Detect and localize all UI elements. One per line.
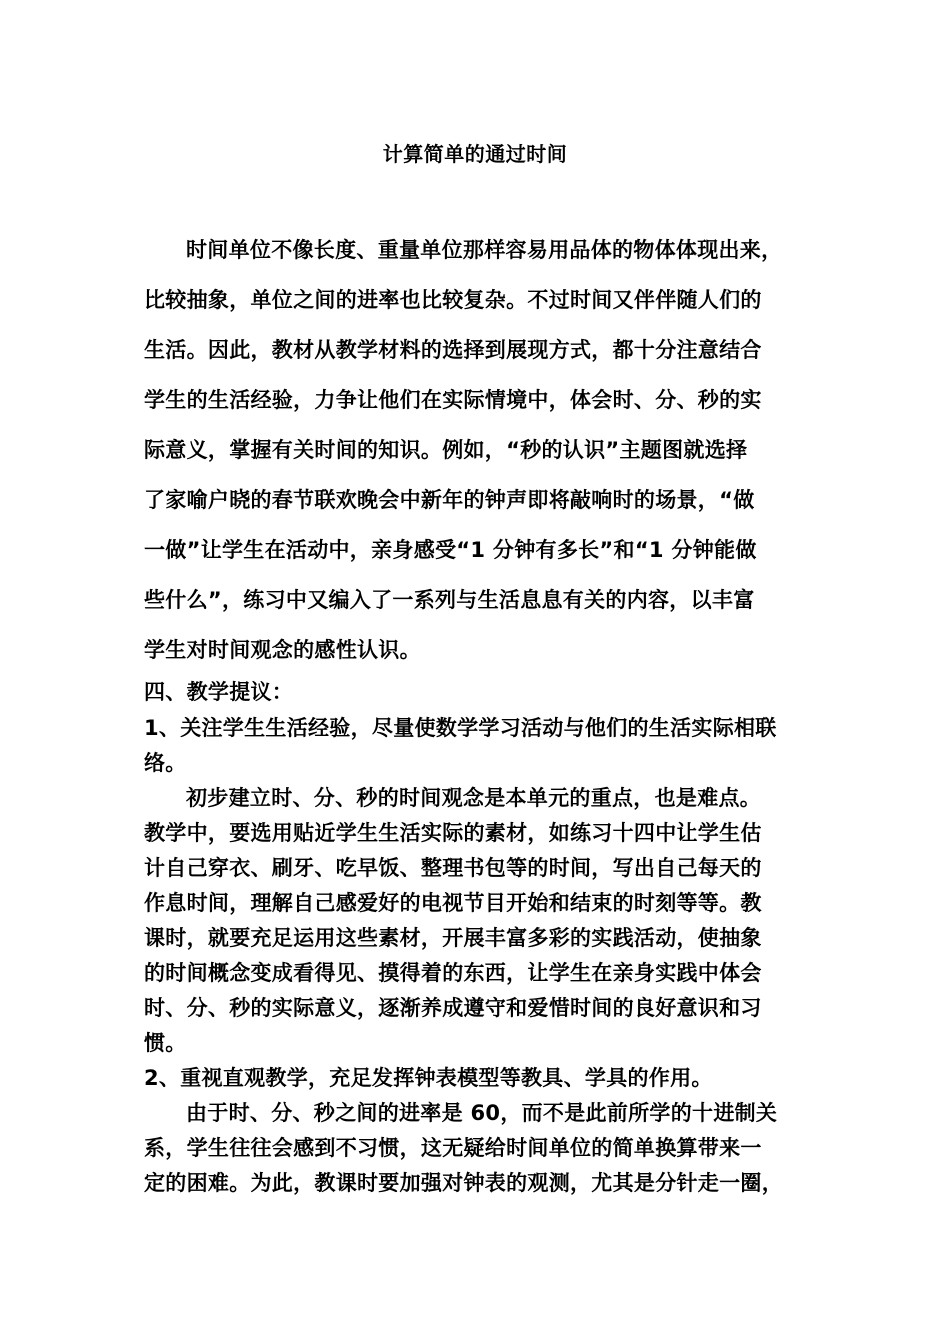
paragraph-1-line: 计自己穿衣、刷牙、吃早饭、整理书包等的时间，写出自己每天的 <box>144 856 762 880</box>
intro-line: 时间单位不像长度、重量单位那样容易用品体的物体体现出来， <box>186 238 783 262</box>
paragraph-1-line: 教学中，要选用贴近学生生活实际的素材，如练习十四中让学生估 <box>144 821 762 845</box>
document-title: 计算简单的通过时间 <box>382 142 568 166</box>
intro-line: 学生对时间观念的感性认识。 <box>144 638 421 662</box>
paragraph-1-line: 时、分、秒的实际意义，逐渐养成遵守和爱惜时间的良好意识和习 <box>144 996 762 1020</box>
intro-line: 际意义，掌握有关时间的知识。例如，“秒的认识”主题图就选择 <box>144 438 748 462</box>
item-2-line: 2、重视直观教学，充足发挥钟表模型等教具、学具的作用。 <box>144 1066 713 1090</box>
paragraph-1-line: 课时，就要充足运用这些素材，开展丰富多彩的实践活动，使抽象 <box>144 926 762 950</box>
item-1-line: 络。 <box>144 751 187 775</box>
paragraph-1-line: 惯。 <box>144 1031 187 1055</box>
intro-line: 了家喻户晓的春节联欢晚会中新年的钟声即将敲响时的场景，“做 <box>144 488 755 512</box>
paragraph-1-line: 初步建立时、分、秒的时间观念是本单元的重点，也是难点。 <box>186 786 762 810</box>
intro-line: 些什么”，练习中又编入了一系列与生活息息有关的内容，以丰富 <box>144 588 755 612</box>
intro-line: 学生的生活经验，力争让他们在实际情境中，体会时、分、秒的实 <box>144 388 762 412</box>
section-heading: 四、教学提议： <box>144 680 294 704</box>
intro-line: 一做”让学生在活动中，亲身感受“1 分钟有多长”和“1 分钟能做 <box>144 538 757 562</box>
intro-line: 生活。因此，教材从教学材料的选择到展现方式，都十分注意结合 <box>144 338 762 362</box>
paragraph-2-line: 定的困难。为此，教课时要加强对钟表的观测，尤其是分针走一圈， <box>144 1171 783 1195</box>
item-1-line: 1、关注学生生活经验，尽量使数学学习活动与他们的生活实际相联 <box>144 716 777 740</box>
paragraph-1-line: 作息时间，理解自己感爱好的电视节目开始和结束的时刻等等。教 <box>144 891 762 915</box>
paragraph-2-line: 系，学生往往会感到不习惯，这无疑给时间单位的简单换算带来一 <box>144 1136 762 1160</box>
paragraph-2-line: 由于时、分、秒之间的进率是 60，而不是此前所学的十进制关 <box>186 1101 778 1125</box>
intro-line: 比较抽象，单位之间的进率也比较复杂。不过时间又伴伴随人们的 <box>144 288 762 312</box>
paragraph-1-line: 的时间概念变成看得见、摸得着的东西，让学生在亲身实践中体会 <box>144 961 762 985</box>
